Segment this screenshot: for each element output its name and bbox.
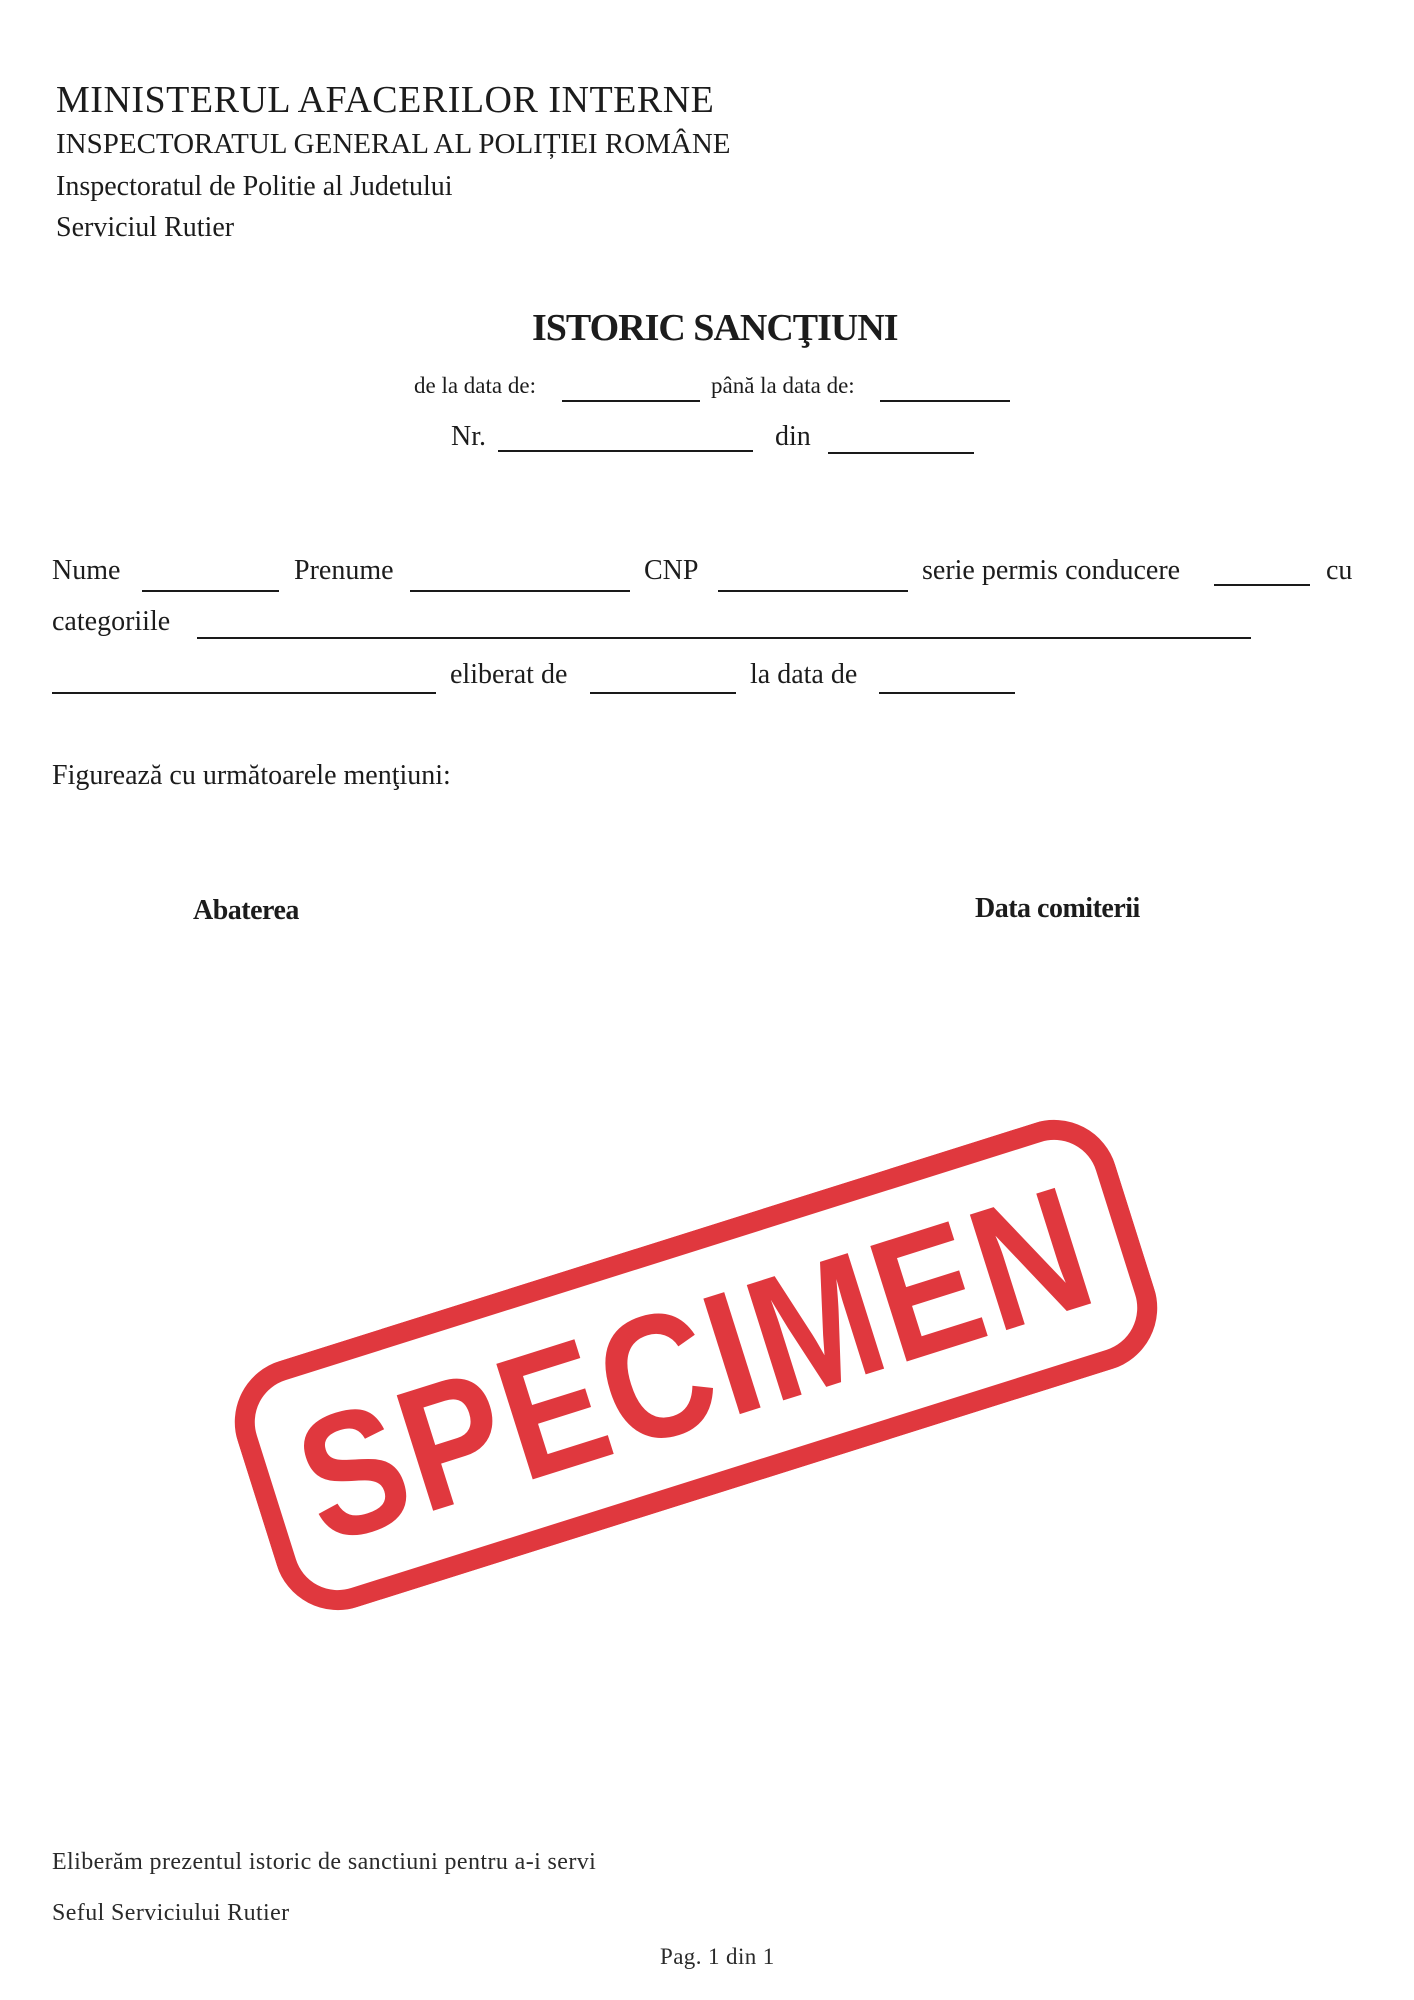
to-date-label: până la data de: — [711, 373, 855, 398]
cu-label: cu — [1326, 555, 1353, 586]
page-number: Pag. 1 din 1 — [660, 1944, 775, 1969]
document-title: ISTORIC SANCŢIUNI — [532, 307, 898, 349]
stamp-text: SPECIMEN — [276, 1148, 1116, 1582]
ministry-heading: MINISTERUL AFACERILOR INTERNE — [56, 79, 715, 121]
license-continued-field[interactable] — [52, 692, 436, 694]
prenume-field[interactable] — [410, 590, 630, 592]
column-header-date: Data comiterii — [975, 893, 1140, 924]
cnp-field[interactable] — [718, 590, 908, 592]
issue-date-label: la data de — [750, 659, 858, 690]
cnp-label: CNP — [644, 555, 699, 586]
nume-label: Nume — [52, 555, 121, 586]
categories-label: categoriile — [52, 606, 171, 637]
from-date-field[interactable] — [562, 400, 700, 402]
issued-by-label: eliberat de — [450, 659, 568, 690]
issue-date-field[interactable] — [879, 692, 1015, 694]
service-heading: Serviciul Rutier — [56, 212, 235, 243]
from-date-label: de la data de: — [414, 373, 536, 398]
license-series-field[interactable] — [1214, 584, 1310, 586]
inspectorate-heading: INSPECTORATUL GENERAL AL POLIȚIEI ROMÂNE — [56, 128, 731, 160]
nume-field[interactable] — [142, 590, 279, 592]
to-date-field[interactable] — [880, 400, 1010, 402]
specimen-stamp — [218, 1104, 1173, 1627]
mentions-intro: Figurează cu următoarele menţiuni: — [52, 760, 451, 791]
categories-field[interactable] — [197, 637, 1251, 639]
din-date-field[interactable] — [828, 452, 974, 454]
county-inspectorate-heading: Inspectoratul de Politie al Judetului — [56, 171, 453, 202]
license-series-label: serie permis conducere — [922, 555, 1181, 586]
prenume-label: Prenume — [294, 555, 394, 586]
number-field[interactable] — [498, 450, 753, 452]
signatory-title: Seful Serviciului Rutier — [52, 1900, 290, 1926]
number-label: Nr. — [451, 421, 486, 452]
issued-by-field[interactable] — [590, 692, 736, 694]
din-label: din — [775, 421, 811, 452]
column-header-offense: Abaterea — [193, 895, 299, 926]
issuance-statement: Eliberăm prezentul istoric de sanctiuni pentru a-i servi — [52, 1849, 597, 1875]
